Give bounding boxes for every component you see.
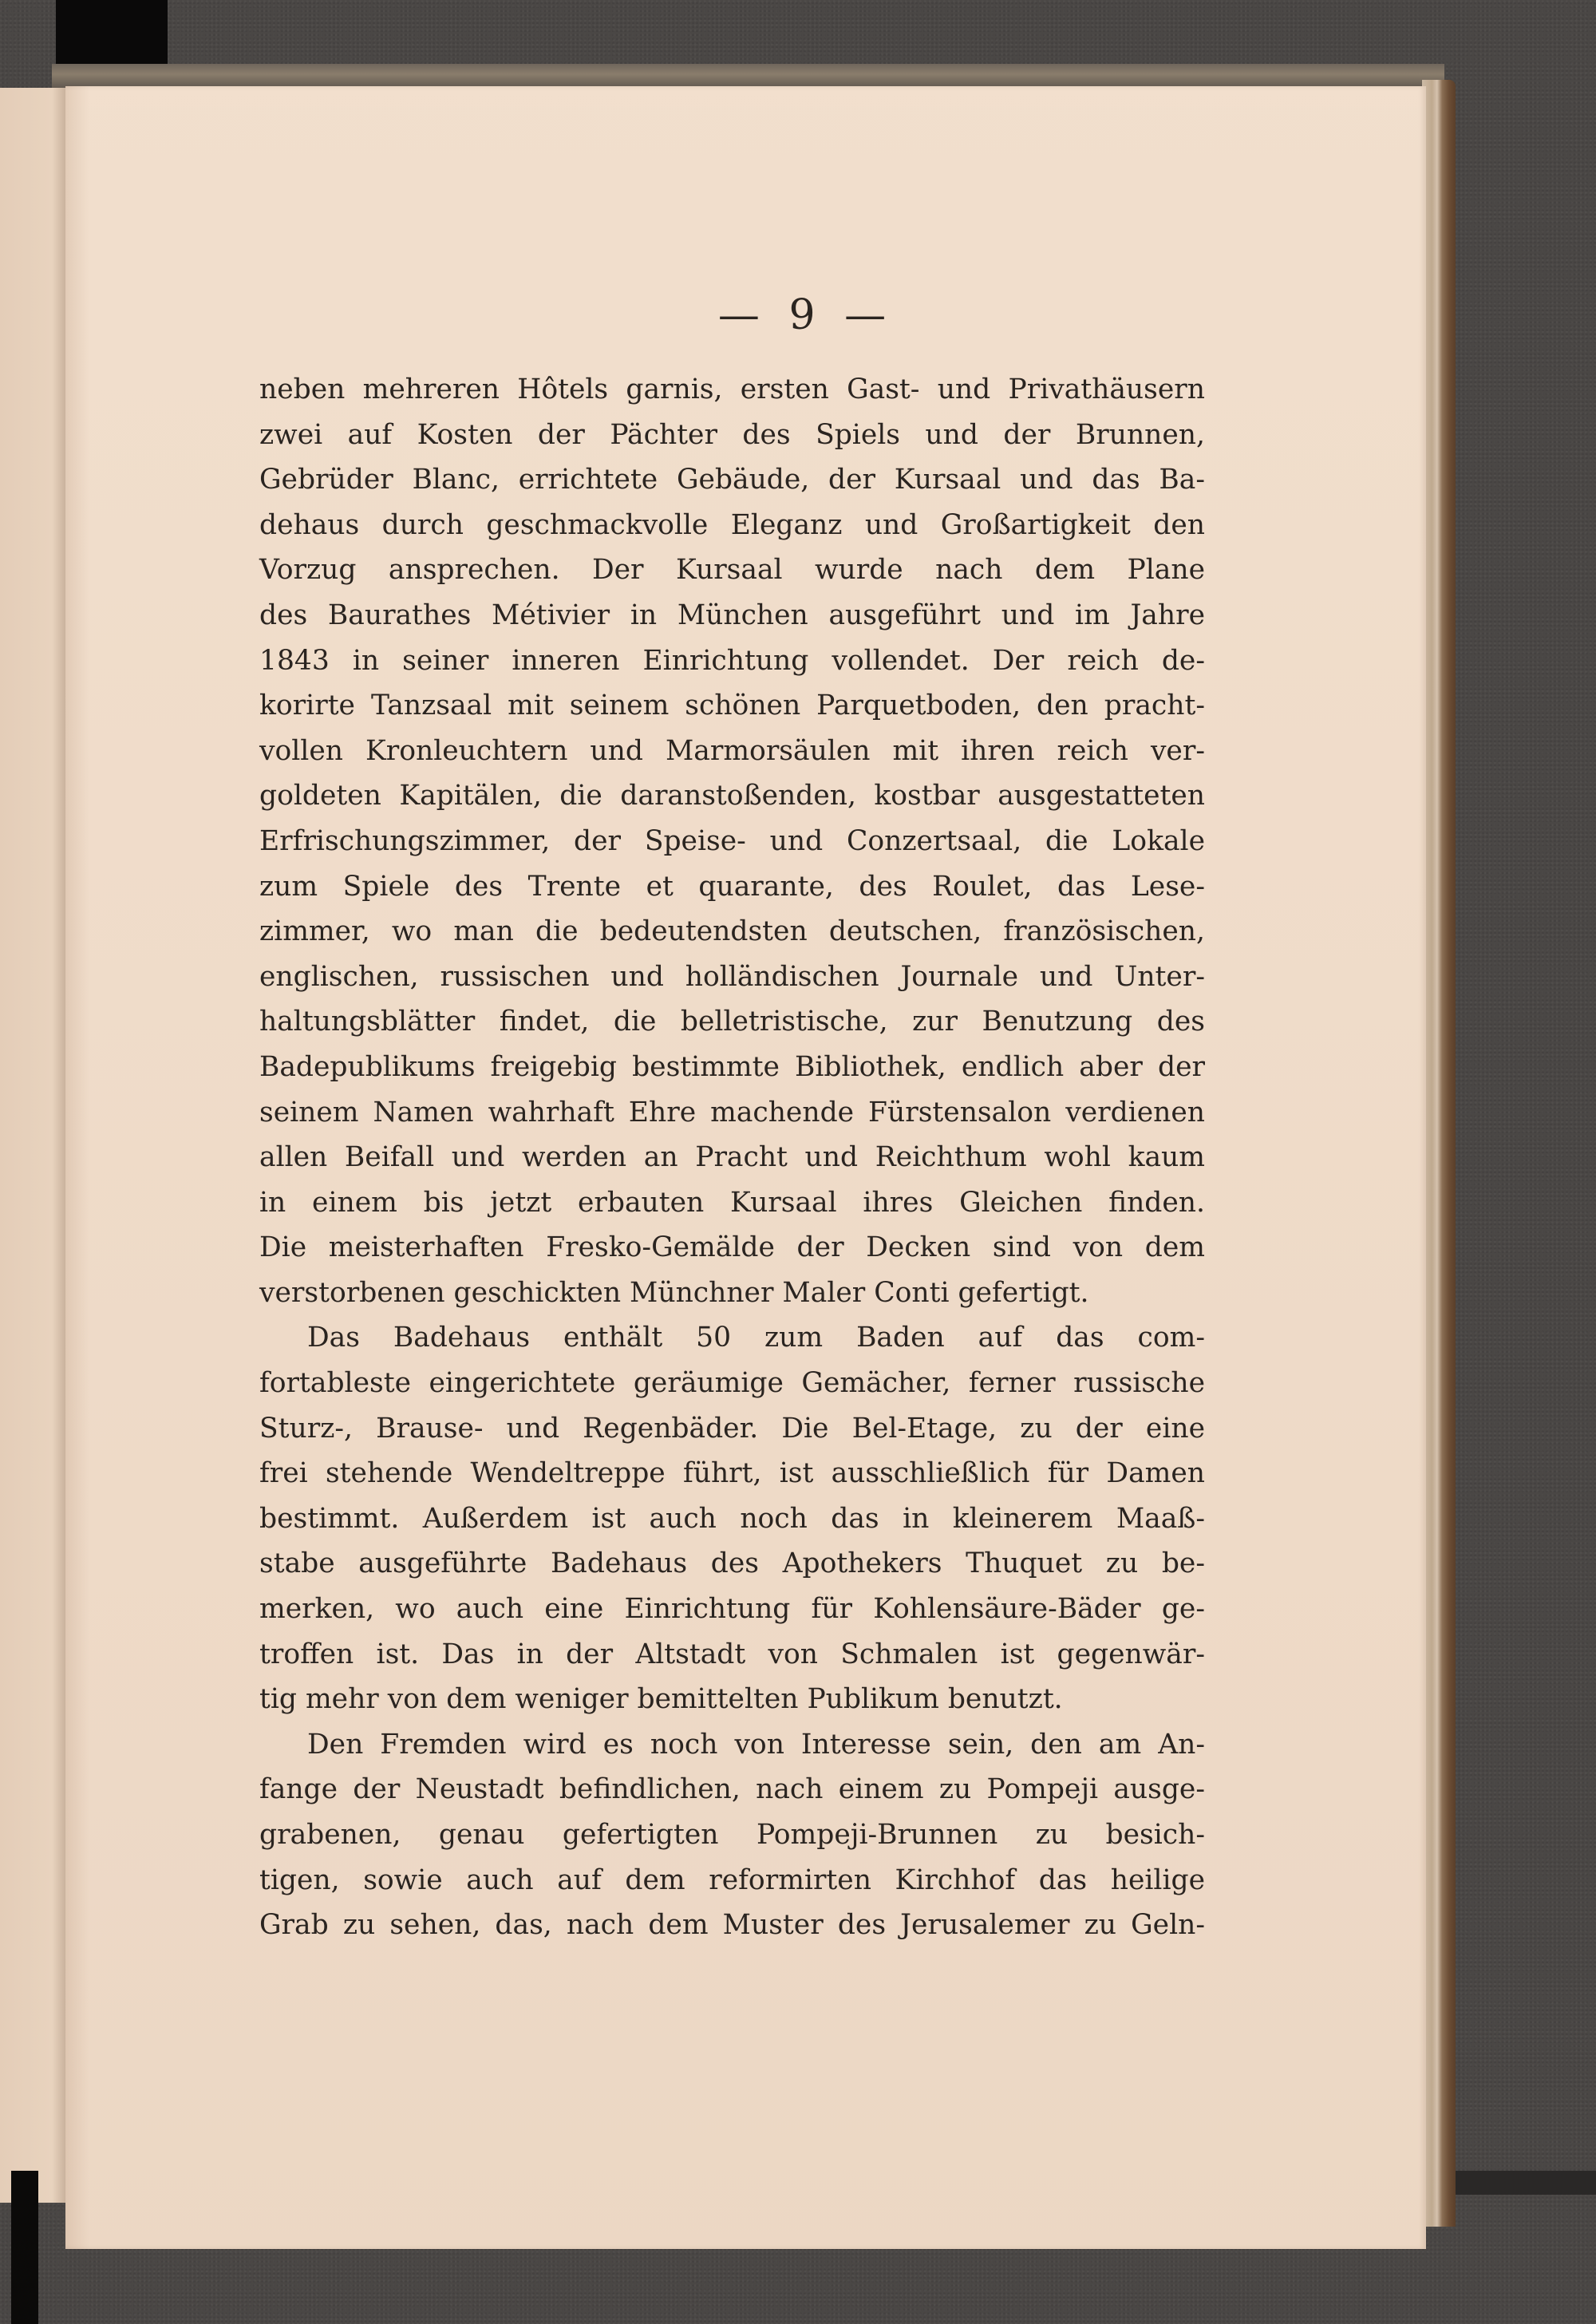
- gutter-shadow: [11, 2171, 38, 2324]
- text-line: verstorbenen geschickten Münchner Maler Conti gefertigt.: [259, 1276, 1089, 1309]
- page-number: — 9 —: [717, 291, 895, 339]
- text-line: Sturz-, Brause- und Regenbäder. Die Bel-Etage, zu der eine: [259, 1412, 1205, 1445]
- text-line: Vorzug ansprechen. Der Kursaal wurde nach dem Plane: [259, 554, 1205, 587]
- text-line: Das Badehaus enthält 50 zum Baden auf das com-: [307, 1322, 1205, 1354]
- text-line: grabenen, genau gefertigten Pompeji-Brunnen zu besich-: [259, 1819, 1205, 1851]
- paragraph: [259, 1315, 1205, 1721]
- text-line: allen Beifall und werden an Pracht und Reichthum wohl kaum: [259, 1141, 1205, 1174]
- paragraph: [259, 367, 1205, 1315]
- text-line: des Baurathes Métivier in München ausgeführt und im Jahre: [259, 599, 1205, 631]
- text-line: haltungsblätter findet, die belletristische, zur Benutzung des: [259, 1006, 1205, 1038]
- text-line: Erfrischungszimmer, der Speise- und Conzertsaal, die Lokale: [259, 824, 1205, 857]
- text-line: bestimmt. Außerdem ist auch noch das in kleinerem Maaß-: [259, 1502, 1205, 1535]
- book-cover-edge: [1456, 2171, 1596, 2195]
- text-line: vollen Kronleuchtern und Marmorsäulen mit ihren reich ver-: [259, 734, 1205, 767]
- body-text: [259, 367, 1205, 1948]
- text-line: Die meisterhaften Fresko-Gemälde der Decken sind von dem: [259, 1231, 1205, 1264]
- text-line: zum Spiele des Trente et quarante, des Roulet, das Lese-: [259, 870, 1205, 903]
- text-line: troffen ist. Das in der Altstadt von Schmalen ist gegenwär-: [259, 1638, 1205, 1670]
- book-fore-edge: [1422, 80, 1456, 2227]
- text-line: merken, wo auch eine Einrichtung für Kohlensäure-Bäder ge-: [259, 1593, 1205, 1626]
- text-line: 1843 in seiner inneren Einrichtung vollendet. Der reich de-: [259, 644, 1205, 677]
- text-line: goldeten Kapitälen, die daranstoßenden, kostbar ausgestatteten: [259, 780, 1205, 812]
- text-line: fortableste eingerichtete geräumige Gemächer, ferner russische: [259, 1367, 1205, 1400]
- text-line: stabe ausgeführte Badehaus des Apothekers Thuquet zu be-: [259, 1547, 1205, 1580]
- text-line: tigen, sowie auch auf dem reformirten Kirchhof das heilige: [259, 1864, 1205, 1896]
- text-line: fange der Neustadt befindlichen, nach einem zu Pompeji ausge-: [259, 1773, 1205, 1806]
- text-line: korirte Tanzsaal mit seinem schönen Parquetboden, den pracht-: [259, 690, 1205, 722]
- text-line: dehaus durch geschmackvolle Eleganz und Großartigkeit den: [259, 508, 1205, 541]
- text-line: Den Fremden wird es noch von Interesse sein, den am An-: [307, 1728, 1205, 1761]
- text-line: seinem Namen wahrhaft Ehre machende Fürstensalon verdienen: [259, 1096, 1205, 1128]
- binding-shadow-top: [56, 0, 168, 68]
- text-line: Badepublikums freigebig bestimmte Bibliothek, endlich aber der: [259, 1050, 1205, 1083]
- text-line: frei stehende Wendeltreppe führt, ist ausschließlich für Damen: [259, 1457, 1205, 1490]
- text-line: in einem bis jetzt erbauten Kursaal ihres Gleichen finden.: [259, 1186, 1205, 1219]
- text-line: neben mehreren Hôtels garnis, ersten Gast- und Privathäusern: [259, 374, 1205, 405]
- text-line: zwei auf Kosten der Pächter des Spiels und der Brunnen,: [259, 418, 1205, 451]
- text-line: zimmer, wo man die bedeutendsten deutschen, französischen,: [259, 915, 1205, 948]
- left-page-edge: [0, 88, 65, 2203]
- text-line: Gebrüder Blanc, errichtete Gebäude, der Kursaal und das Ba-: [259, 464, 1205, 496]
- paragraph: [259, 1722, 1205, 1948]
- text-line: Grab zu sehen, das, nach dem Muster des Jerusalemer zu Geln-: [259, 1909, 1205, 1942]
- text-line: englischen, russischen und holländischen Journale und Unter-: [259, 960, 1205, 993]
- text-line: tig mehr von dem weniger bemittelten Publikum benutzt.: [259, 1683, 1063, 1716]
